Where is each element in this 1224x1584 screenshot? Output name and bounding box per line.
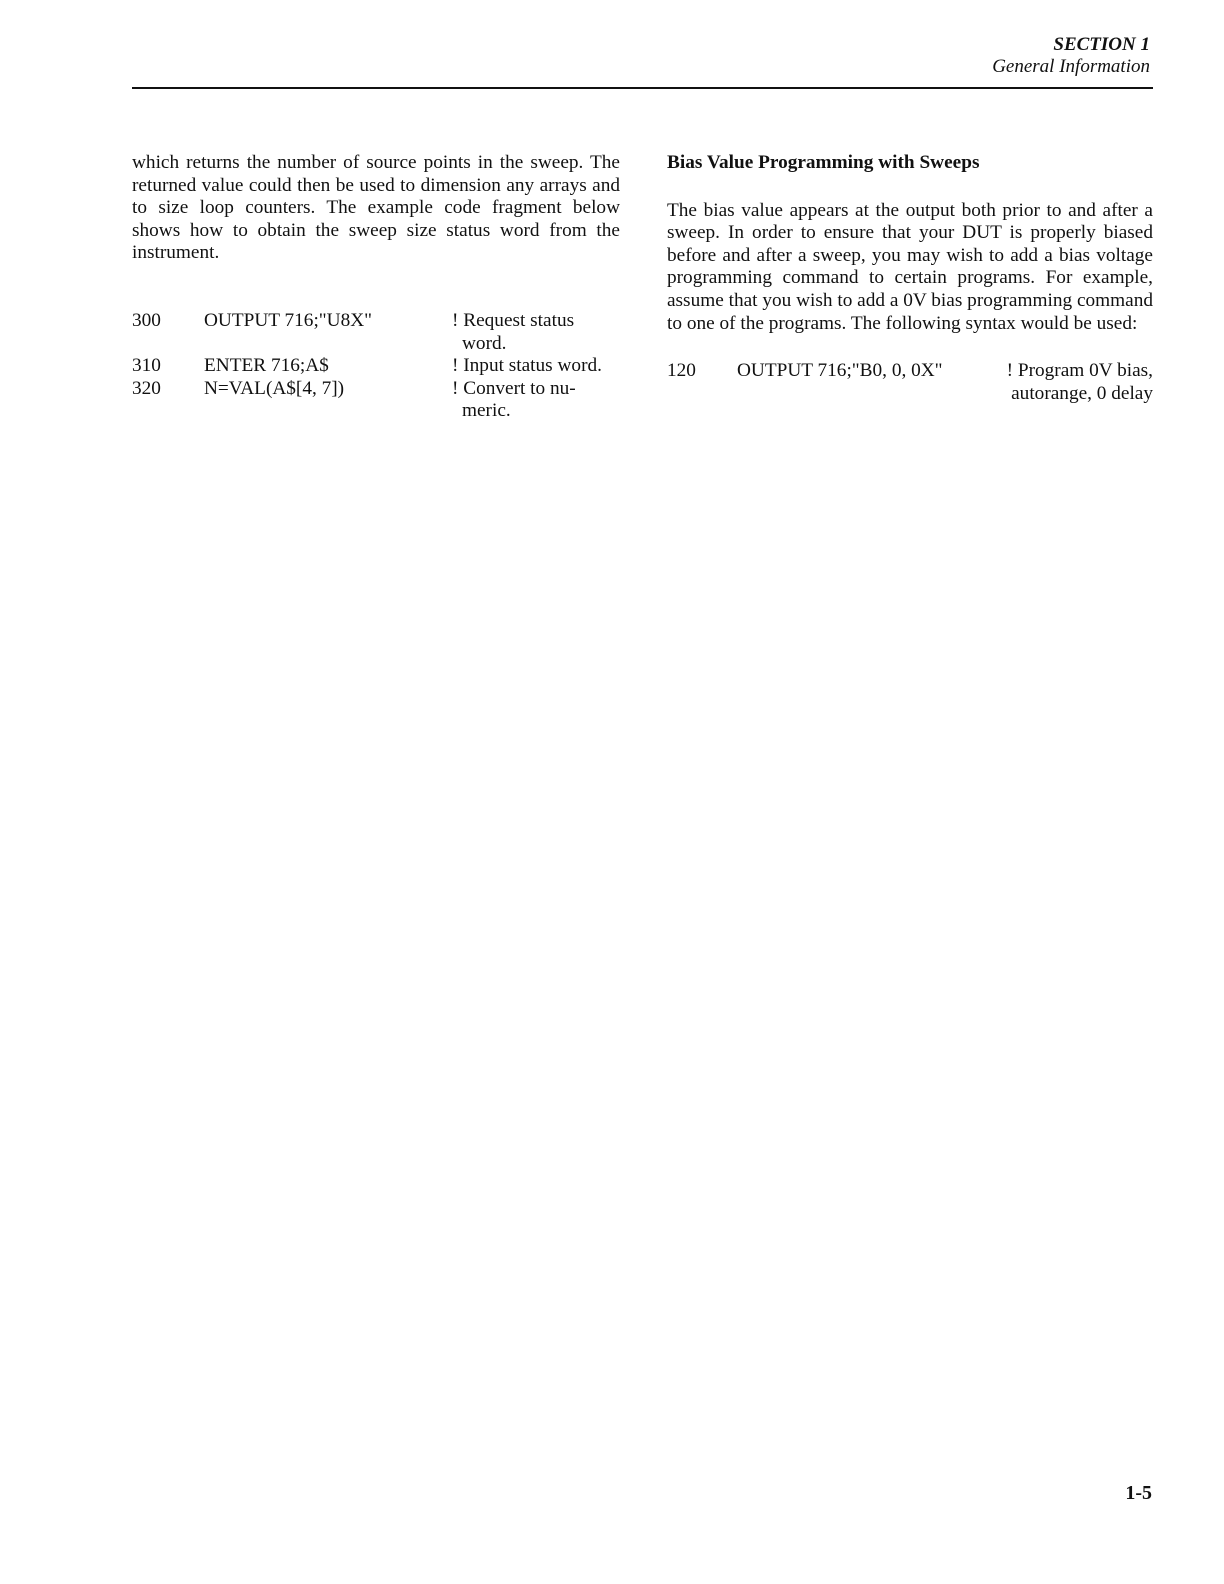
section-label: SECTION 1 [1053,34,1150,55]
comment-text: ! Request status [452,309,575,331]
left-column [132,152,620,423]
code-comment [452,355,622,378]
page-header [992,34,1150,78]
code-comment [452,378,622,423]
comment-continuation: autorange, 0 delay [1011,382,1153,404]
right-code-block [667,360,1153,405]
page-number: 1-5 [1125,1482,1152,1504]
code-line [667,360,1153,405]
code-command: OUTPUT 716;"B0, 0, 0X" [737,360,943,382]
code-comment [985,360,1153,405]
right-paragraph: The bias value appears at the output both prior to and after a sweep. In order to ensure that your DUT is properly biased before and after a sweep, you may wish to add a bias voltage programming command to certain programs. For example, assume that you wish to add a 0V bias programming command to one of the programs. The following syntax would be used: [667,199,1153,334]
code-line [132,310,620,355]
right-column [667,152,1153,405]
line-number: 310 [132,355,161,377]
line-number: 120 [667,360,696,382]
comment-continuation: word. [462,332,507,354]
left-paragraph: which returns the number of source points in the sweep. The returned value could then be used to dimension any arrays and to size loop counters. The example code fragment below shows how to obtain the sweep size status word from the instrument. [132,152,620,264]
code-command: OUTPUT 716;"U8X" [204,309,373,331]
comment-text: ! Input status word. [452,355,602,377]
comment-continuation: meric. [462,400,511,422]
code-comment [452,310,622,355]
section-heading: Bias Value Programming with Sweeps [667,152,980,173]
comment-text: ! Convert to nu- [452,377,576,399]
code-command: N=VAL(A$[4, 7]) [204,377,345,399]
code-line [132,378,620,423]
code-line [132,355,620,378]
line-number: 320 [132,377,161,399]
line-number: 300 [132,309,161,331]
section-subtitle: General Information [992,56,1150,77]
left-code-block [132,310,620,423]
code-command: ENTER 716;A$ [204,355,329,377]
header-rule [132,87,1153,89]
comment-text: ! Program 0V bias, [1006,360,1153,382]
